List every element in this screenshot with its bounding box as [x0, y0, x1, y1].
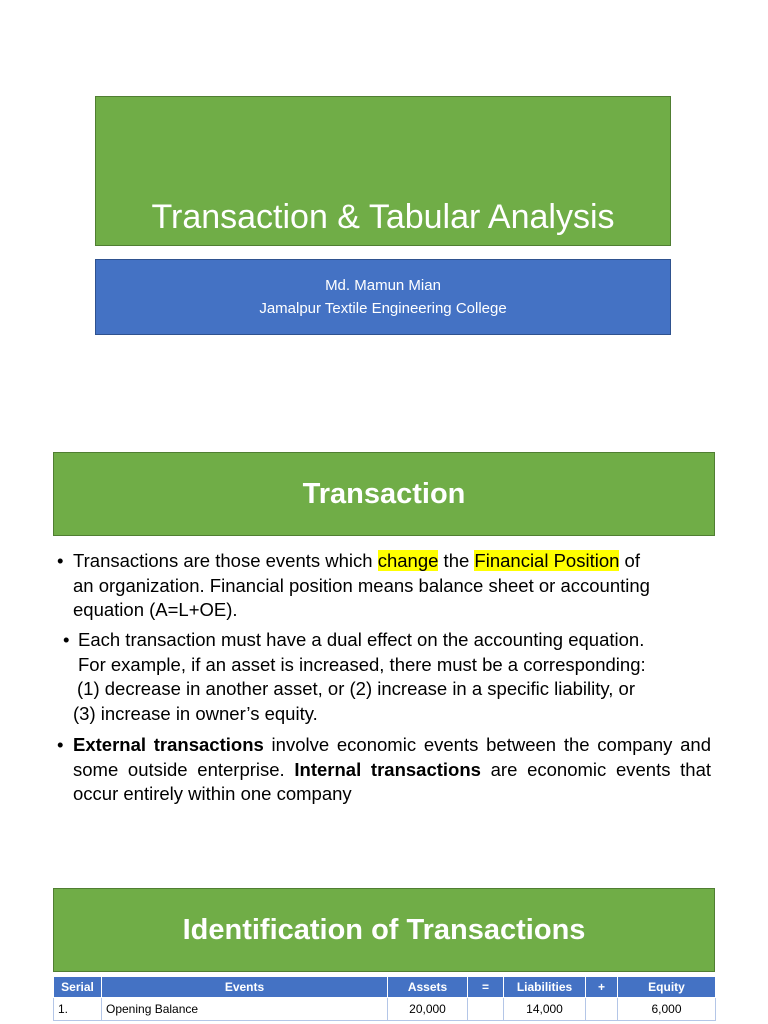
header-events: Events [102, 977, 388, 998]
presentation-title: Transaction & Tabular Analysis [151, 198, 615, 236]
transaction-heading-banner [53, 452, 715, 536]
bullet-external-internal [57, 733, 711, 807]
bullet-dot-icon: • [57, 550, 64, 571]
cell-assets: 20,000 [388, 998, 468, 1021]
header-liabilities: Liabilities [504, 977, 586, 998]
table-row [54, 998, 716, 1021]
cell-liabilities: 14,000 [504, 998, 586, 1021]
bullet1-text-a: Transactions are those events which [73, 550, 378, 571]
bullet3-text-a: involve economic events between the company and some outside enterprise. [73, 734, 711, 780]
highlight-change: change [377, 550, 439, 571]
bullet1-text-c: of [619, 550, 640, 571]
author-name: Md. Mamun Mian [325, 277, 441, 294]
identification-heading-banner [53, 888, 715, 972]
highlight-financial-position: Financial Position [474, 550, 620, 571]
bullet-dot-icon: • [63, 629, 70, 650]
internal-transactions-term: Internal transactions [294, 758, 481, 780]
transaction-heading: Transaction [302, 477, 466, 510]
identification-heading: Identification of Transactions [182, 913, 586, 946]
header-equity: Equity [618, 977, 716, 998]
header-serial: Serial [54, 977, 102, 998]
institution-name: Jamalpur Textile Engineering College [259, 300, 507, 317]
subtitle-banner [95, 259, 671, 335]
bullet2-line2: For example, if an asset is increased, there must be a corresponding: [78, 653, 646, 675]
cell-plus [586, 998, 618, 1021]
bullet2-line3: (1) decrease in another asset, or (2) increase in a specific liability, or [77, 678, 635, 699]
cell-equals [468, 998, 504, 1021]
bullet2-line4: (3) increase in owner’s equity. [73, 702, 318, 724]
cell-event: Opening Balance [102, 998, 388, 1021]
cell-equity: 6,000 [618, 998, 716, 1021]
bullet-dual-effect [63, 628, 723, 726]
bullet-definition [57, 549, 717, 623]
title-banner [95, 96, 671, 246]
bullet1-text-b: the [438, 550, 475, 571]
header-equals: = [468, 977, 504, 998]
bullet1-line2: an organization. Financial position means balance sheet or accounting [73, 574, 650, 596]
transactions-table [53, 976, 716, 1021]
bullet3-text-b: are economic events that occur entirely within one company [73, 758, 712, 804]
header-assets: Assets [388, 977, 468, 998]
bullet2-line1: Each transaction must have a dual effect on the accounting equation. [78, 629, 645, 650]
table-header-row [54, 977, 716, 998]
cell-serial: 1. [54, 998, 102, 1021]
external-transactions-term: External transactions [73, 734, 264, 755]
bullet-dot-icon: • [57, 734, 64, 755]
header-plus: + [586, 977, 618, 998]
bullet1-line3: equation (A=L+OE). [73, 599, 238, 620]
